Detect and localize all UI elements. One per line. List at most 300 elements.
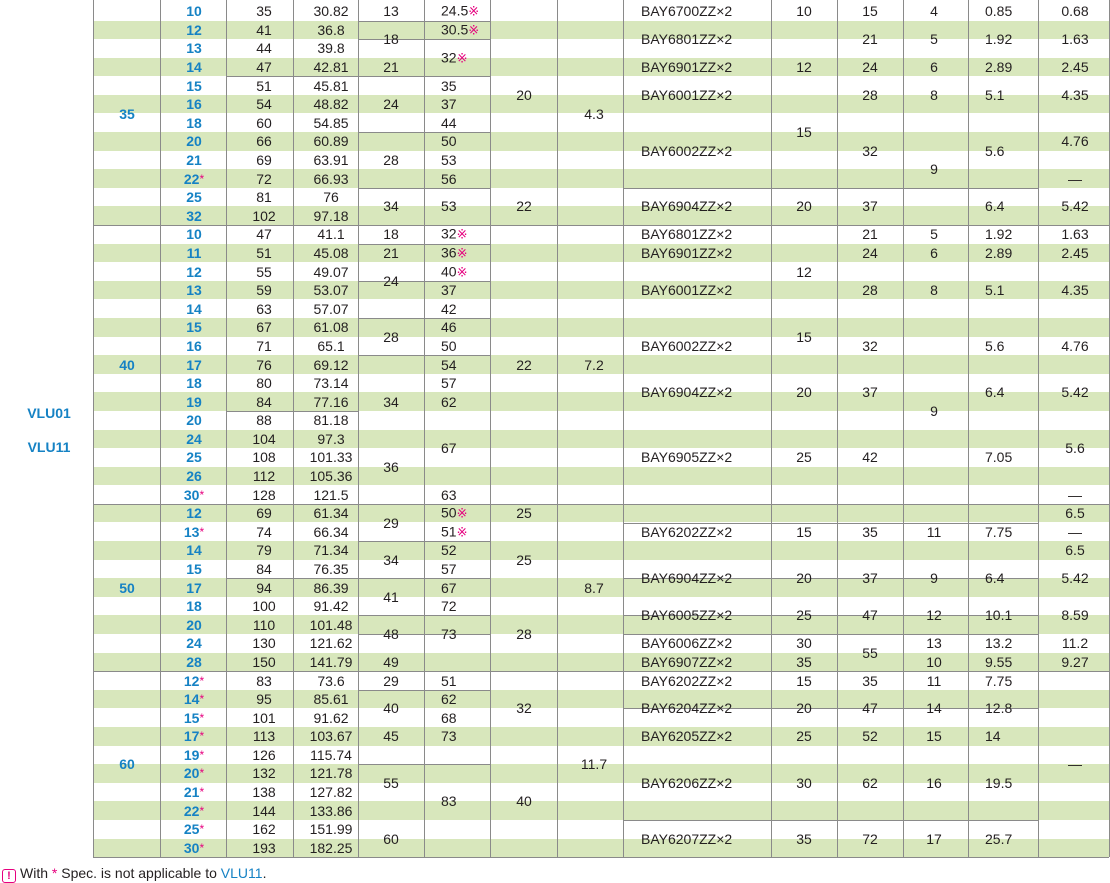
dimension-value: 21 (383, 244, 399, 261)
dimension-value: 29 (383, 672, 399, 689)
dimension-value: 67 (441, 579, 457, 596)
shaft-diameter: 14 (186, 300, 202, 317)
dimension-value: 67 (256, 319, 272, 336)
dimension-value: 9 (930, 161, 938, 178)
dimension-value: 35 (256, 3, 272, 20)
row-line (358, 690, 490, 691)
dimension-value: 11.2 (1061, 635, 1089, 652)
dimension-value: 10.1 (985, 607, 1013, 624)
dimension-value: 55 (256, 263, 272, 280)
dimension-value: 97.18 (313, 207, 349, 224)
dimension-value: 15 (862, 3, 878, 20)
dimension-value: 5.42 (1061, 570, 1089, 587)
dimension-value: 9 (930, 570, 938, 587)
dimension-value: 44 (256, 40, 272, 57)
dimension-value: 7.2 (584, 356, 604, 373)
row-line (358, 318, 490, 319)
dimension-value: 128 (252, 486, 276, 503)
dimension-value: 6.4 (985, 384, 1005, 401)
dimension-value: 66 (256, 133, 272, 150)
dimension-value: 32※ (441, 225, 468, 242)
dimension-value: 66.34 (313, 523, 349, 540)
dimension-value: 4 (930, 3, 938, 20)
dimension-value: 35 (862, 523, 878, 540)
dimension-value: 21 (383, 59, 399, 76)
dimension-value: 94 (256, 579, 272, 596)
dimension-value: 24 (862, 244, 878, 261)
row-line (623, 820, 1038, 821)
dimension-value: 25 (796, 728, 812, 745)
dimension-value: 73.14 (313, 375, 349, 392)
dimension-value: 182.25 (309, 839, 353, 856)
dimension-value: 100 (252, 598, 276, 615)
dimension-value: 69.12 (313, 356, 349, 373)
bearing-part-number: BAY6005ZZ×2 (641, 607, 733, 624)
dimension-value: 56 (441, 170, 457, 187)
dimension-value: 104 (252, 430, 276, 447)
dimension-value: 76 (323, 189, 339, 206)
column-line (557, 0, 558, 857)
dimension-value: 72 (862, 830, 878, 847)
dimension-value: 69 (256, 505, 272, 522)
dimension-value: 15 (796, 328, 812, 345)
dimension-value: 28 (516, 626, 532, 643)
row-line (358, 578, 490, 579)
dimension-value: 2.45 (1061, 244, 1089, 261)
dimension-value: 126 (252, 746, 276, 763)
dimension-value: 48.82 (313, 96, 349, 113)
group-size-35: 35 (119, 105, 135, 122)
bearing-part-number: BAY6801ZZ×2 (641, 226, 733, 243)
dimension-value: 60 (383, 830, 399, 847)
dimension-value: 67 (441, 440, 457, 457)
dimension-value: — (1068, 756, 1082, 773)
dimension-value: 83 (441, 793, 457, 810)
dimension-value: 86.39 (313, 579, 349, 596)
dimension-value: — (1068, 523, 1082, 540)
dimension-value: 52 (441, 542, 457, 559)
dimension-value: 10 (796, 3, 812, 20)
dimension-value: 35 (796, 830, 812, 847)
dimension-value: 61.08 (313, 319, 349, 336)
bearing-part-number: BAY6202ZZ×2 (641, 523, 733, 540)
bearing-part-number: BAY6204ZZ×2 (641, 700, 733, 717)
dimension-value: 49.07 (313, 263, 349, 280)
dimension-value: 97.3 (317, 430, 345, 447)
dimension-value: 141.79 (309, 653, 353, 670)
dimension-value: 6.4 (985, 570, 1005, 587)
group-size-40: 40 (119, 356, 135, 373)
dimension-value: 84 (256, 393, 272, 410)
dimension-value: — (1068, 486, 1082, 503)
bearing-part-number: BAY6202ZZ×2 (641, 672, 733, 689)
dimension-value: 30.82 (313, 3, 349, 20)
shaft-diameter: 24 (186, 430, 202, 447)
dimension-value: 121.5 (313, 486, 349, 503)
dimension-value: 41.1 (317, 226, 345, 243)
dimension-value: 0.85 (985, 3, 1013, 20)
shaft-diameter: 22* (183, 170, 205, 187)
shaft-diameter: 18 (186, 375, 202, 392)
shaft-diameter: 20 (186, 616, 202, 633)
dimension-value: 34 (383, 393, 399, 410)
dimension-value: 5.6 (985, 142, 1005, 159)
dimension-value: 2.89 (985, 244, 1013, 261)
shaft-diameter: 10 (186, 226, 202, 243)
dimension-value: 132 (252, 765, 276, 782)
dimension-value: 62 (862, 774, 878, 791)
dimension-value: 102 (252, 207, 276, 224)
column-line (93, 0, 94, 857)
bearing-part-number: BAY6002ZZ×2 (641, 142, 733, 159)
dimension-value: 68 (441, 709, 457, 726)
shaft-diameter: 19* (183, 746, 205, 763)
dimension-value: 65.1 (317, 337, 345, 354)
dimension-value: 49 (383, 653, 399, 670)
dimension-value: 51 (256, 77, 272, 94)
dimension-value: 79 (256, 542, 272, 559)
dimension-value: 8 (930, 86, 938, 103)
not-applicable-mark: * (199, 729, 205, 744)
dimension-value: 21 (862, 226, 878, 243)
shaft-diameter: 14 (186, 59, 202, 76)
dimension-value: 133.86 (309, 802, 353, 819)
dimension-value: 66.93 (313, 170, 349, 187)
bearing-part-number: BAY6700ZZ×2 (641, 3, 733, 20)
dimension-value: 36.8 (317, 21, 345, 38)
not-applicable-mark: * (199, 673, 205, 688)
shaft-diameter: 20 (186, 133, 202, 150)
dimension-value: 47 (256, 226, 272, 243)
dimension-value: 11 (926, 523, 942, 540)
dimension-value: 95 (256, 691, 272, 708)
dimension-value: 1.63 (1061, 226, 1089, 243)
shaft-diameter: 24 (186, 635, 202, 652)
dimension-value: 115.74 (310, 746, 352, 763)
dimension-value: 34 (383, 551, 399, 568)
column-line (293, 0, 294, 857)
shaft-diameter: 22* (183, 802, 205, 819)
dimension-value: 7.75 (985, 523, 1013, 540)
dimension-value: 19.5 (985, 774, 1013, 791)
dimension-value: 50 (441, 133, 457, 150)
dimension-value: 5.1 (985, 282, 1005, 299)
dimension-value: 74 (256, 523, 272, 540)
dimension-value: 91.62 (313, 709, 349, 726)
model-code-vlu11: VLU11 (27, 439, 71, 455)
dimension-value: 32※ (441, 49, 468, 66)
footnote-text-3: . (262, 865, 267, 881)
dimension-value: 13 (926, 635, 942, 652)
dimension-value: 12 (926, 607, 942, 624)
row-line (358, 504, 490, 505)
dimension-value: 60 (256, 114, 272, 131)
dimension-value: 47 (862, 607, 878, 624)
dimension-value: 72 (441, 598, 457, 615)
dimension-value: 34 (383, 198, 399, 215)
dimension-value: 144 (252, 802, 276, 819)
footnote-model-code: VLU11 (220, 865, 263, 881)
dimension-value: 37 (862, 570, 878, 587)
shaft-diameter: 21* (183, 784, 205, 801)
dimension-value: 32 (862, 337, 878, 354)
not-applicable-mark: * (199, 710, 205, 725)
dimension-value: 63 (256, 300, 272, 317)
dimension-value: 12.8 (985, 700, 1013, 717)
shaft-diameter: 11 (186, 244, 202, 261)
shaft-diameter: 20* (183, 765, 205, 782)
dimension-value: 5.42 (1061, 384, 1089, 401)
dimension-value: 60.89 (313, 133, 349, 150)
dimension-value: 5.42 (1061, 198, 1089, 215)
shaft-diameter: 19 (186, 393, 202, 410)
dimension-value: 25 (796, 449, 812, 466)
row-line (358, 634, 490, 635)
bearing-part-number: BAY6905ZZ×2 (641, 449, 733, 466)
dimension-value: 130 (252, 635, 276, 652)
shaft-diameter: 18 (186, 114, 202, 131)
shaft-diameter: 25 (186, 189, 202, 206)
dimension-value: 121.62 (309, 635, 353, 652)
dimension-value: 81 (256, 189, 272, 206)
dimension-value: 14 (985, 728, 1001, 745)
dimension-value: 1.92 (985, 226, 1013, 243)
dimension-value: 108 (252, 449, 276, 466)
dimension-value: 12 (796, 59, 812, 76)
shaft-diameter: 21 (186, 152, 202, 168)
dimension-value: 15 (796, 124, 812, 141)
dimension-value: 72 (256, 170, 272, 187)
dimension-value: 47 (862, 700, 878, 717)
dimension-value: 53 (441, 198, 457, 215)
dimension-value: 81.18 (313, 412, 349, 429)
dimension-value: 6.5 (1065, 542, 1085, 559)
bearing-part-number: BAY6207ZZ×2 (641, 830, 733, 847)
dimension-value: 113 (252, 728, 276, 745)
dimension-value: 101 (252, 709, 276, 726)
dimension-value: 88 (256, 412, 272, 429)
dimension-value: 51 (441, 672, 457, 689)
shaft-diameter: 13* (183, 523, 205, 540)
dimension-value: 80 (256, 375, 272, 392)
dimension-value: 12 (796, 263, 812, 280)
dimension-value: 25.7 (985, 830, 1013, 847)
column-line (623, 0, 624, 857)
dimension-value: 193 (252, 839, 276, 856)
footnote-text-2: Spec. is not applicable to (57, 865, 221, 881)
dimension-value: 110 (252, 616, 276, 633)
footnote (0, 864, 266, 883)
special-mark: ※ (456, 505, 468, 521)
dimension-value: 57 (441, 375, 457, 392)
dimension-value: 138 (252, 784, 276, 801)
bearing-part-number: BAY6901ZZ×2 (641, 59, 733, 76)
column-line (837, 0, 838, 857)
column-line (358, 0, 359, 857)
bearing-part-number: BAY6206ZZ×2 (641, 774, 733, 791)
bearing-part-number: BAY6006ZZ×2 (641, 635, 733, 652)
dimension-value: 41 (383, 588, 399, 605)
dimension-value: 83 (256, 672, 272, 689)
special-mark: ※ (456, 264, 468, 280)
dimension-value: 6.4 (985, 198, 1005, 215)
shaft-diameter: 14 (186, 542, 202, 559)
column-line (226, 0, 227, 857)
shaft-diameter: 15 (186, 77, 202, 94)
dimension-value: 28 (862, 282, 878, 299)
dimension-value: 39.8 (317, 40, 345, 57)
dimension-value: 91.42 (313, 598, 349, 615)
shaft-diameter: 18 (186, 598, 202, 615)
dimension-value: 54 (441, 356, 457, 373)
row-line (358, 541, 490, 542)
dimension-value: 30 (796, 635, 812, 652)
not-applicable-mark: * (199, 747, 205, 762)
dimension-value: 77.16 (313, 393, 349, 410)
dimension-value: 51 (256, 244, 272, 261)
bearing-part-number: BAY6904ZZ×2 (641, 570, 733, 587)
dimension-value: 48 (383, 626, 399, 643)
dimension-value: 47 (256, 59, 272, 76)
dimension-value: 1.92 (985, 31, 1013, 48)
row-line (358, 671, 490, 672)
not-applicable-mark: * (199, 524, 205, 539)
dimension-value: 4.35 (1061, 282, 1089, 299)
row-line (358, 225, 490, 226)
dimension-value: 15 (926, 728, 942, 745)
not-applicable-mark: * (199, 766, 205, 781)
dimension-value: 11 (926, 672, 942, 689)
dimension-value: 85.61 (313, 691, 349, 708)
shaft-diameter: 20 (186, 412, 202, 429)
shaft-diameter: 30* (183, 486, 205, 503)
dimension-value: 22 (516, 198, 532, 215)
dimension-value: 45 (383, 728, 399, 745)
dimension-value: 15 (796, 672, 812, 689)
dimension-value: 76.35 (313, 560, 349, 577)
dimension-value: 45.08 (313, 244, 349, 261)
dimension-value: 29 (383, 514, 399, 531)
dimension-value: 18 (383, 31, 399, 48)
dimension-value: 42 (862, 449, 878, 466)
dimension-value: 30.5※ (441, 21, 480, 38)
bearing-part-number: BAY6907ZZ×2 (641, 653, 733, 670)
dimension-value: 5.6 (985, 337, 1005, 354)
dimension-value: 25 (516, 505, 532, 522)
row-line (358, 39, 490, 40)
not-applicable-mark: * (199, 785, 205, 800)
bearing-part-number: BAY6901ZZ×2 (641, 244, 733, 261)
row-line (93, 857, 1109, 858)
not-applicable-mark: * (199, 171, 205, 186)
dimension-value: 101.48 (309, 616, 353, 633)
row-line (358, 281, 490, 282)
shaft-diameter: 12 (186, 21, 202, 38)
dimension-value: 53.07 (313, 282, 349, 299)
shaft-diameter: 13 (186, 40, 202, 57)
dimension-value: 13.2 (985, 635, 1013, 652)
shaft-diameter: 16 (186, 96, 202, 113)
dimension-value: 0.68 (1061, 3, 1089, 20)
dimension-value: 1.63 (1061, 31, 1089, 48)
dimension-value: 35 (862, 672, 878, 689)
special-mark: ※ (468, 3, 480, 19)
row-line (358, 615, 490, 616)
shaft-diameter: 25 (186, 449, 202, 466)
shaft-diameter: 17* (183, 728, 205, 745)
dimension-value: 5.6 (1065, 440, 1085, 457)
dimension-value: 37 (862, 198, 878, 215)
bearing-part-number: BAY6904ZZ×2 (641, 198, 733, 215)
dimension-value: 7.75 (985, 672, 1013, 689)
dimension-value: 20 (796, 570, 812, 587)
dimension-value: 20 (796, 384, 812, 401)
dimension-value: 44 (441, 114, 457, 131)
dimension-value: 45.81 (313, 77, 349, 94)
dimension-value: 57 (441, 560, 457, 577)
column-line (771, 0, 772, 857)
special-mark: ※ (456, 245, 468, 261)
shaft-diameter: 26 (186, 468, 202, 485)
dimension-value: 63 (441, 486, 457, 503)
shaft-diameter: 12 (186, 263, 202, 280)
dimension-value: 11.7 (580, 756, 608, 773)
row-line (358, 188, 490, 189)
column-line (1038, 0, 1039, 857)
dimension-value: 16 (926, 774, 942, 791)
row-line (358, 244, 490, 245)
footnote-star: * (51, 865, 58, 881)
dimension-value: 5 (930, 226, 938, 243)
shaft-diameter: 15 (186, 319, 202, 336)
dimension-value: 121.78 (309, 765, 353, 782)
dimension-value: 151.99 (309, 821, 353, 838)
dimension-value: 61.34 (313, 505, 349, 522)
shaft-diameter: 10 (186, 3, 202, 20)
shaft-diameter: 30* (183, 839, 205, 856)
dimension-value: 42 (441, 300, 457, 317)
not-applicable-mark: * (199, 692, 205, 707)
dimension-value: 62 (441, 691, 457, 708)
dimension-value: 6 (930, 59, 938, 76)
dimension-value: 17 (926, 830, 942, 847)
dimension-value: 55 (862, 644, 878, 661)
dimension-value: 54.85 (313, 114, 349, 131)
shaft-diameter: 13 (186, 282, 202, 299)
special-mark: ※ (456, 524, 468, 540)
dimension-value: 4.3 (584, 105, 604, 122)
column-line (160, 0, 161, 857)
dimension-value: 35 (441, 77, 457, 94)
dimension-value: 40※ (441, 263, 468, 280)
dimension-value: 18 (383, 226, 399, 243)
model-code-vlu01: VLU01 (27, 405, 71, 421)
dimension-value: — (1068, 170, 1082, 187)
dimension-value: 105.36 (309, 468, 353, 485)
dimension-value: 32 (516, 700, 532, 717)
bearing-part-number: BAY6001ZZ×2 (641, 86, 733, 103)
dimension-value: 50 (441, 337, 457, 354)
dimension-value: 40 (516, 793, 532, 810)
dimension-value: 9.55 (985, 653, 1013, 670)
special-mark: ※ (456, 50, 468, 66)
special-mark: ※ (456, 226, 468, 242)
row-line (623, 188, 1038, 189)
column-line (968, 0, 969, 857)
dimension-value: 20 (796, 198, 812, 215)
bearing-part-number: BAY6801ZZ×2 (641, 31, 733, 48)
dimension-value: 35 (796, 653, 812, 670)
